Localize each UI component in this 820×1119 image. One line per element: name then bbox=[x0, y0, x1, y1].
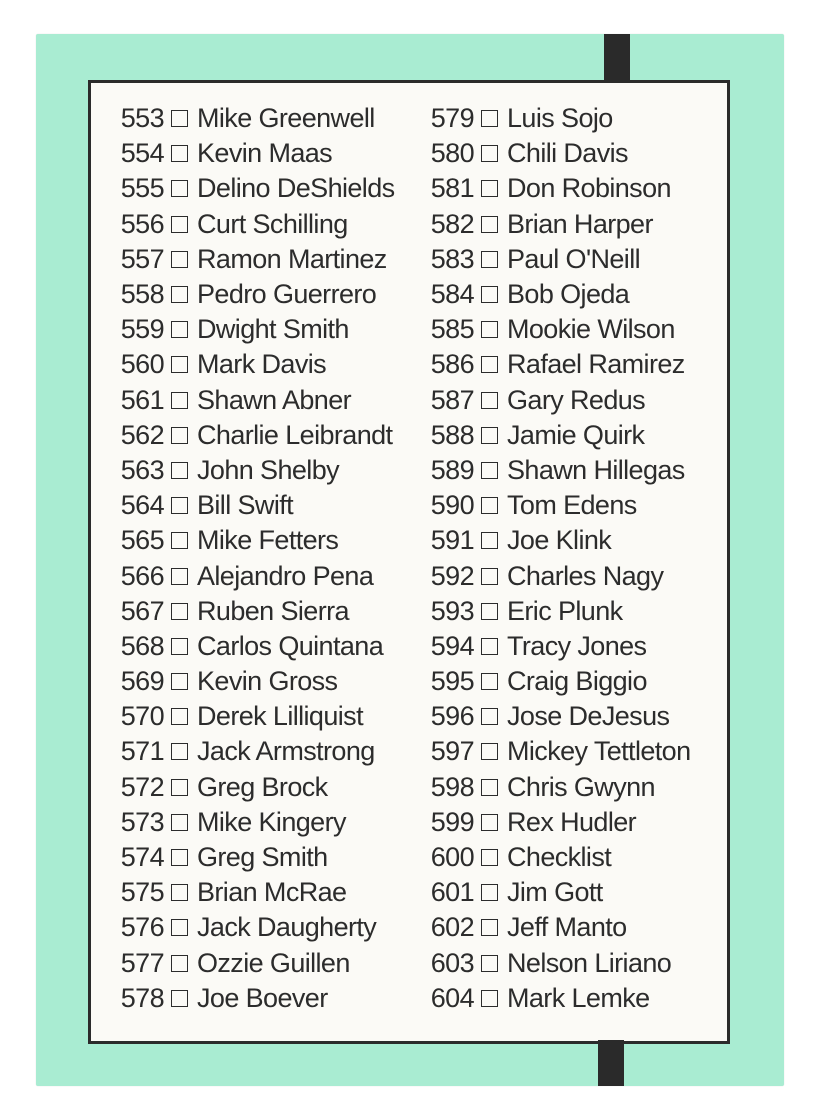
player-name: Rex Hudler bbox=[507, 806, 637, 837]
card-number: 601 bbox=[430, 877, 474, 908]
player-name: Jim Gott bbox=[507, 877, 603, 908]
player-name: Ramon Martinez bbox=[197, 243, 387, 274]
checklist-entry bbox=[428, 136, 691, 171]
card-number: 553 bbox=[120, 103, 164, 134]
player-name: Mike Greenwell bbox=[197, 103, 375, 134]
card-number: 597 bbox=[430, 736, 474, 767]
player-name: Eric Plunk bbox=[507, 595, 623, 626]
card-number: 598 bbox=[430, 771, 474, 802]
card-number: 578 bbox=[120, 982, 164, 1013]
player-name: Paul O'Neill bbox=[507, 243, 641, 274]
checkbox[interactable] bbox=[481, 568, 498, 585]
checklist-entry bbox=[428, 699, 691, 734]
player-name: Carlos Quintana bbox=[197, 630, 384, 661]
checkbox[interactable] bbox=[171, 638, 188, 655]
player-name: Jose DeJesus bbox=[507, 701, 670, 732]
card-number: 583 bbox=[430, 243, 474, 274]
card-number: 595 bbox=[430, 666, 474, 697]
card-number: 567 bbox=[120, 595, 164, 626]
player-name: Mickey Tettleton bbox=[507, 736, 691, 767]
checklist-entry bbox=[118, 523, 395, 558]
checklist-entry bbox=[118, 594, 395, 629]
checklist-panel bbox=[88, 80, 730, 1044]
checkbox[interactable] bbox=[171, 145, 188, 162]
checklist-entry bbox=[428, 171, 691, 206]
player-name: Greg Smith bbox=[197, 842, 328, 873]
checklist-entry bbox=[118, 558, 395, 593]
player-name: Mike Fetters bbox=[197, 525, 339, 556]
checklist-entry bbox=[118, 488, 395, 523]
checkbox[interactable] bbox=[171, 779, 188, 796]
card-number: 574 bbox=[120, 842, 164, 873]
checkbox[interactable] bbox=[481, 814, 498, 831]
card-number: 575 bbox=[120, 877, 164, 908]
checkbox[interactable] bbox=[171, 286, 188, 303]
card-number: 588 bbox=[430, 419, 474, 450]
checklist-entry bbox=[118, 840, 395, 875]
player-name: Delino DeShields bbox=[197, 173, 395, 204]
checklist-entry bbox=[428, 347, 691, 382]
card-number: 577 bbox=[120, 947, 164, 978]
checklist-entry bbox=[428, 488, 691, 523]
card-number: 580 bbox=[430, 138, 474, 169]
checklist-entry bbox=[428, 558, 691, 593]
checkbox[interactable] bbox=[171, 251, 188, 268]
checkbox[interactable] bbox=[481, 849, 498, 866]
checklist-column-left bbox=[118, 101, 395, 1016]
player-name: Joe Klink bbox=[507, 525, 612, 556]
checkbox[interactable] bbox=[481, 180, 498, 197]
checkbox[interactable] bbox=[481, 779, 498, 796]
checkbox[interactable] bbox=[481, 462, 498, 479]
player-name: Curt Schilling bbox=[197, 208, 348, 239]
card-number: 573 bbox=[120, 806, 164, 837]
card-number: 554 bbox=[120, 138, 164, 169]
player-name: Don Robinson bbox=[507, 173, 671, 204]
card-number: 571 bbox=[120, 736, 164, 767]
checklist-entry bbox=[428, 840, 691, 875]
checklist-entry bbox=[428, 242, 691, 277]
top-stripe bbox=[604, 34, 630, 84]
checklist-entry bbox=[118, 383, 395, 418]
checklist-entry bbox=[118, 347, 395, 382]
player-name: Bob Ojeda bbox=[507, 279, 630, 310]
card-number: 599 bbox=[430, 806, 474, 837]
player-name: Mark Lemke bbox=[507, 982, 650, 1013]
checkbox[interactable] bbox=[481, 321, 498, 338]
checkbox[interactable] bbox=[171, 990, 188, 1007]
player-name: Shawn Hillegas bbox=[507, 454, 685, 485]
checkbox[interactable] bbox=[481, 532, 498, 549]
checkbox[interactable] bbox=[481, 110, 498, 127]
checkbox[interactable] bbox=[171, 462, 188, 479]
player-name: Ruben Sierra bbox=[197, 595, 349, 626]
checkbox[interactable] bbox=[481, 884, 498, 901]
checklist-entry bbox=[118, 910, 395, 945]
card-number: 603 bbox=[430, 947, 474, 978]
checklist-entry bbox=[118, 101, 395, 136]
player-name: Craig Biggio bbox=[507, 666, 647, 697]
card-number: 559 bbox=[120, 314, 164, 345]
card-number: 572 bbox=[120, 771, 164, 802]
player-name: Nelson Liriano bbox=[507, 947, 672, 978]
checklist-entry bbox=[118, 664, 395, 699]
card-number: 600 bbox=[430, 842, 474, 873]
checkbox[interactable] bbox=[171, 216, 188, 233]
checklist-entry bbox=[118, 171, 395, 206]
checkbox[interactable] bbox=[171, 884, 188, 901]
player-name: Charles Nagy bbox=[507, 560, 664, 591]
card-number: 584 bbox=[430, 279, 474, 310]
card-number: 564 bbox=[120, 490, 164, 521]
player-name: Ozzie Guillen bbox=[197, 947, 350, 978]
checkbox[interactable] bbox=[481, 145, 498, 162]
card-number: 585 bbox=[430, 314, 474, 345]
checkbox[interactable] bbox=[481, 356, 498, 373]
card-number: 593 bbox=[430, 595, 474, 626]
checkbox[interactable] bbox=[171, 919, 188, 936]
checklist-entry bbox=[428, 453, 691, 488]
checkbox[interactable] bbox=[481, 216, 498, 233]
checklist-entry bbox=[118, 242, 395, 277]
checkbox[interactable] bbox=[171, 110, 188, 127]
checkbox[interactable] bbox=[171, 392, 188, 409]
checklist-entry bbox=[428, 664, 691, 699]
checkbox[interactable] bbox=[171, 708, 188, 725]
card-number: 591 bbox=[430, 525, 474, 556]
player-name: Luis Sojo bbox=[507, 103, 613, 134]
checkbox[interactable] bbox=[171, 955, 188, 972]
checklist-entry bbox=[118, 629, 395, 664]
checkbox[interactable] bbox=[481, 638, 498, 655]
checkbox[interactable] bbox=[481, 392, 498, 409]
checkbox[interactable] bbox=[171, 532, 188, 549]
card-number: 557 bbox=[120, 243, 164, 274]
player-name: Brian McRae bbox=[197, 877, 347, 908]
player-name: Jeff Manto bbox=[507, 912, 627, 943]
checklist-entry bbox=[118, 312, 395, 347]
card-number: 570 bbox=[120, 701, 164, 732]
card-number: 558 bbox=[120, 279, 164, 310]
checkbox[interactable] bbox=[481, 919, 498, 936]
checkbox[interactable] bbox=[171, 180, 188, 197]
checklist-entry bbox=[118, 699, 395, 734]
checkbox[interactable] bbox=[481, 286, 498, 303]
checklist-entry bbox=[428, 207, 691, 242]
checklist-entry bbox=[428, 770, 691, 805]
player-name: John Shelby bbox=[197, 454, 340, 485]
checklist-entry bbox=[118, 277, 395, 312]
checklist-entry bbox=[428, 875, 691, 910]
card-number: 589 bbox=[430, 454, 474, 485]
bottom-stripe bbox=[598, 1040, 624, 1086]
card-number: 563 bbox=[120, 454, 164, 485]
checkbox[interactable] bbox=[171, 568, 188, 585]
player-name: Tom Edens bbox=[507, 490, 637, 521]
player-name: Mookie Wilson bbox=[507, 314, 675, 345]
player-name: Bill Swift bbox=[197, 490, 294, 521]
card-number: 586 bbox=[430, 349, 474, 380]
checkbox[interactable] bbox=[171, 603, 188, 620]
player-name: Jack Daugherty bbox=[197, 912, 377, 943]
player-name: Shawn Abner bbox=[197, 384, 352, 415]
card-number: 555 bbox=[120, 173, 164, 204]
checkbox[interactable] bbox=[171, 673, 188, 690]
checkbox[interactable] bbox=[481, 743, 498, 760]
player-name: Jamie Quirk bbox=[507, 419, 645, 450]
card-number: 565 bbox=[120, 525, 164, 556]
checkbox[interactable] bbox=[171, 814, 188, 831]
checklist-entry bbox=[118, 805, 395, 840]
player-name: Greg Brock bbox=[197, 771, 328, 802]
player-name: Derek Lilliquist bbox=[197, 701, 363, 732]
player-name: Alejandro Pena bbox=[197, 560, 374, 591]
checklist-entry bbox=[428, 734, 691, 769]
player-name: Joe Boever bbox=[197, 982, 328, 1013]
player-name: Pedro Guerrero bbox=[197, 279, 377, 310]
card-number: 566 bbox=[120, 560, 164, 591]
player-name: Kevin Gross bbox=[197, 666, 338, 697]
card-number: 594 bbox=[430, 630, 474, 661]
checklist-entry bbox=[428, 629, 691, 664]
card-number: 590 bbox=[430, 490, 474, 521]
checkbox[interactable] bbox=[481, 673, 498, 690]
card-number: 562 bbox=[120, 419, 164, 450]
checklist-entry bbox=[428, 383, 691, 418]
player-name: Tracy Jones bbox=[507, 630, 647, 661]
player-name: Brian Harper bbox=[507, 208, 653, 239]
checklist-column-right bbox=[428, 101, 691, 1016]
checklist-entry bbox=[118, 136, 395, 171]
card-number: 560 bbox=[120, 349, 164, 380]
checkbox[interactable] bbox=[481, 603, 498, 620]
card-number: 582 bbox=[430, 208, 474, 239]
card-number: 576 bbox=[120, 912, 164, 943]
checklist-entry bbox=[118, 418, 395, 453]
checklist-entry bbox=[428, 981, 691, 1016]
player-name: Checklist bbox=[507, 842, 612, 873]
checkbox[interactable] bbox=[171, 321, 188, 338]
player-name: Chili Davis bbox=[507, 138, 628, 169]
checklist-entry bbox=[428, 418, 691, 453]
card-number: 587 bbox=[430, 384, 474, 415]
checkbox[interactable] bbox=[171, 849, 188, 866]
player-name: Dwight Smith bbox=[197, 314, 349, 345]
checklist-entry bbox=[428, 910, 691, 945]
card-number: 556 bbox=[120, 208, 164, 239]
checklist-entry bbox=[118, 207, 395, 242]
checklist-entry bbox=[118, 770, 395, 805]
player-name: Rafael Ramirez bbox=[507, 349, 685, 380]
checklist-entry bbox=[118, 875, 395, 910]
player-name: Mike Kingery bbox=[197, 806, 346, 837]
card-number: 568 bbox=[120, 630, 164, 661]
checklist-entry bbox=[428, 277, 691, 312]
card-number: 602 bbox=[430, 912, 474, 943]
checkbox[interactable] bbox=[481, 427, 498, 444]
card-number: 604 bbox=[430, 982, 474, 1013]
checkbox[interactable] bbox=[481, 990, 498, 1007]
card-number: 596 bbox=[430, 701, 474, 732]
player-name: Chris Gwynn bbox=[507, 771, 655, 802]
player-name: Kevin Maas bbox=[197, 138, 333, 169]
checklist-entry bbox=[428, 101, 691, 136]
checkbox[interactable] bbox=[481, 955, 498, 972]
player-name: Jack Armstrong bbox=[197, 736, 375, 767]
checklist-entry bbox=[428, 312, 691, 347]
checkbox[interactable] bbox=[171, 427, 188, 444]
player-name: Mark Davis bbox=[197, 349, 327, 380]
checklist-entry bbox=[118, 946, 395, 981]
checklist-entry bbox=[428, 946, 691, 981]
checkbox[interactable] bbox=[171, 356, 188, 373]
player-name: Charlie Leibrandt bbox=[197, 419, 393, 450]
player-name: Gary Redus bbox=[507, 384, 646, 415]
card-number: 581 bbox=[430, 173, 474, 204]
checkbox[interactable] bbox=[481, 497, 498, 514]
card-number: 592 bbox=[430, 560, 474, 591]
card-number: 561 bbox=[120, 384, 164, 415]
checkbox[interactable] bbox=[171, 743, 188, 760]
checklist-entry bbox=[118, 981, 395, 1016]
checklist-entry bbox=[428, 805, 691, 840]
checklist-entry bbox=[118, 734, 395, 769]
checkbox[interactable] bbox=[481, 251, 498, 268]
checklist-entry bbox=[428, 523, 691, 558]
checkbox[interactable] bbox=[481, 708, 498, 725]
checklist-entry bbox=[428, 594, 691, 629]
card-number: 579 bbox=[430, 103, 474, 134]
card-number: 569 bbox=[120, 666, 164, 697]
checklist-entry bbox=[118, 453, 395, 488]
checkbox[interactable] bbox=[171, 497, 188, 514]
